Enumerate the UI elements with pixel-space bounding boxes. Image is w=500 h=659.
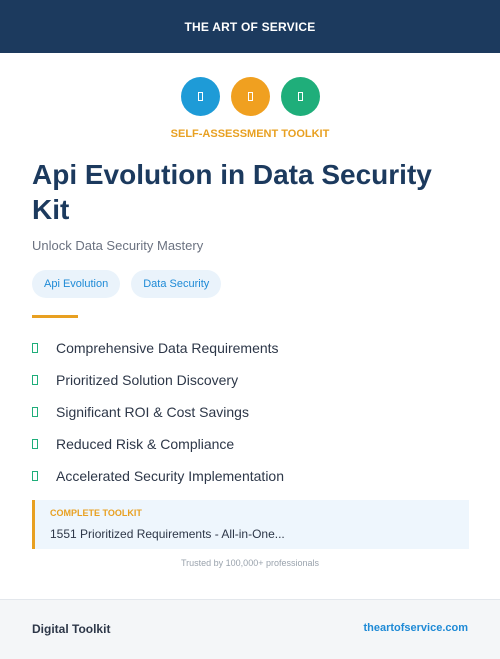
feature-item	[32, 396, 284, 428]
website-link[interactable]: theartofservice.com	[363, 622, 468, 634]
feature-label: Comprehensive Data Requirements	[56, 340, 279, 356]
trusted-note: Trusted by 100,000+ professionals	[180, 558, 319, 568]
check-icon	[32, 471, 38, 481]
badge-orange	[231, 77, 270, 116]
subtitle: Unlock Data Security Mastery	[32, 238, 204, 253]
check-icon	[32, 439, 38, 449]
toolkit-callout	[32, 500, 469, 549]
feature-label: Prioritized Solution Discovery	[56, 372, 239, 388]
footer-bar	[0, 599, 500, 659]
tag-api-evolution[interactable]: Api Evolution	[32, 270, 120, 298]
tag-data-security[interactable]: Data Security	[131, 270, 221, 298]
feature-list	[32, 332, 284, 492]
check-icon	[32, 407, 38, 417]
page-title: Api Evolution in Data Security Kit	[32, 159, 432, 225]
check-icon	[32, 343, 38, 353]
callout-text: 1551 Prioritized Requirements - All-in-One...	[50, 527, 285, 541]
feature-label: Accelerated Security Implementation	[56, 468, 284, 484]
check-icon	[32, 375, 38, 385]
document-icon	[248, 92, 253, 101]
badge-blue	[181, 77, 220, 116]
kicker-label: SELF-ASSESSMENT TOOLKIT	[170, 128, 330, 140]
feature-item	[32, 364, 284, 396]
callout-label: COMPLETE TOOLKIT	[50, 508, 142, 518]
footer-label: Digital Toolkit	[32, 622, 111, 636]
feature-label: Significant ROI & Cost Savings	[56, 404, 249, 420]
document-icon	[198, 92, 203, 101]
tag-list	[32, 270, 221, 298]
badge-green	[281, 77, 320, 116]
header-title: THE ART OF SERVICE	[184, 19, 316, 34]
document-icon	[298, 92, 303, 101]
feature-item	[32, 332, 284, 364]
feature-item	[32, 460, 284, 492]
feature-label: Reduced Risk & Compliance	[56, 436, 235, 452]
feature-item	[32, 428, 284, 460]
header-bar	[0, 0, 500, 53]
accent-divider	[32, 315, 78, 318]
badge-row	[0, 77, 500, 116]
